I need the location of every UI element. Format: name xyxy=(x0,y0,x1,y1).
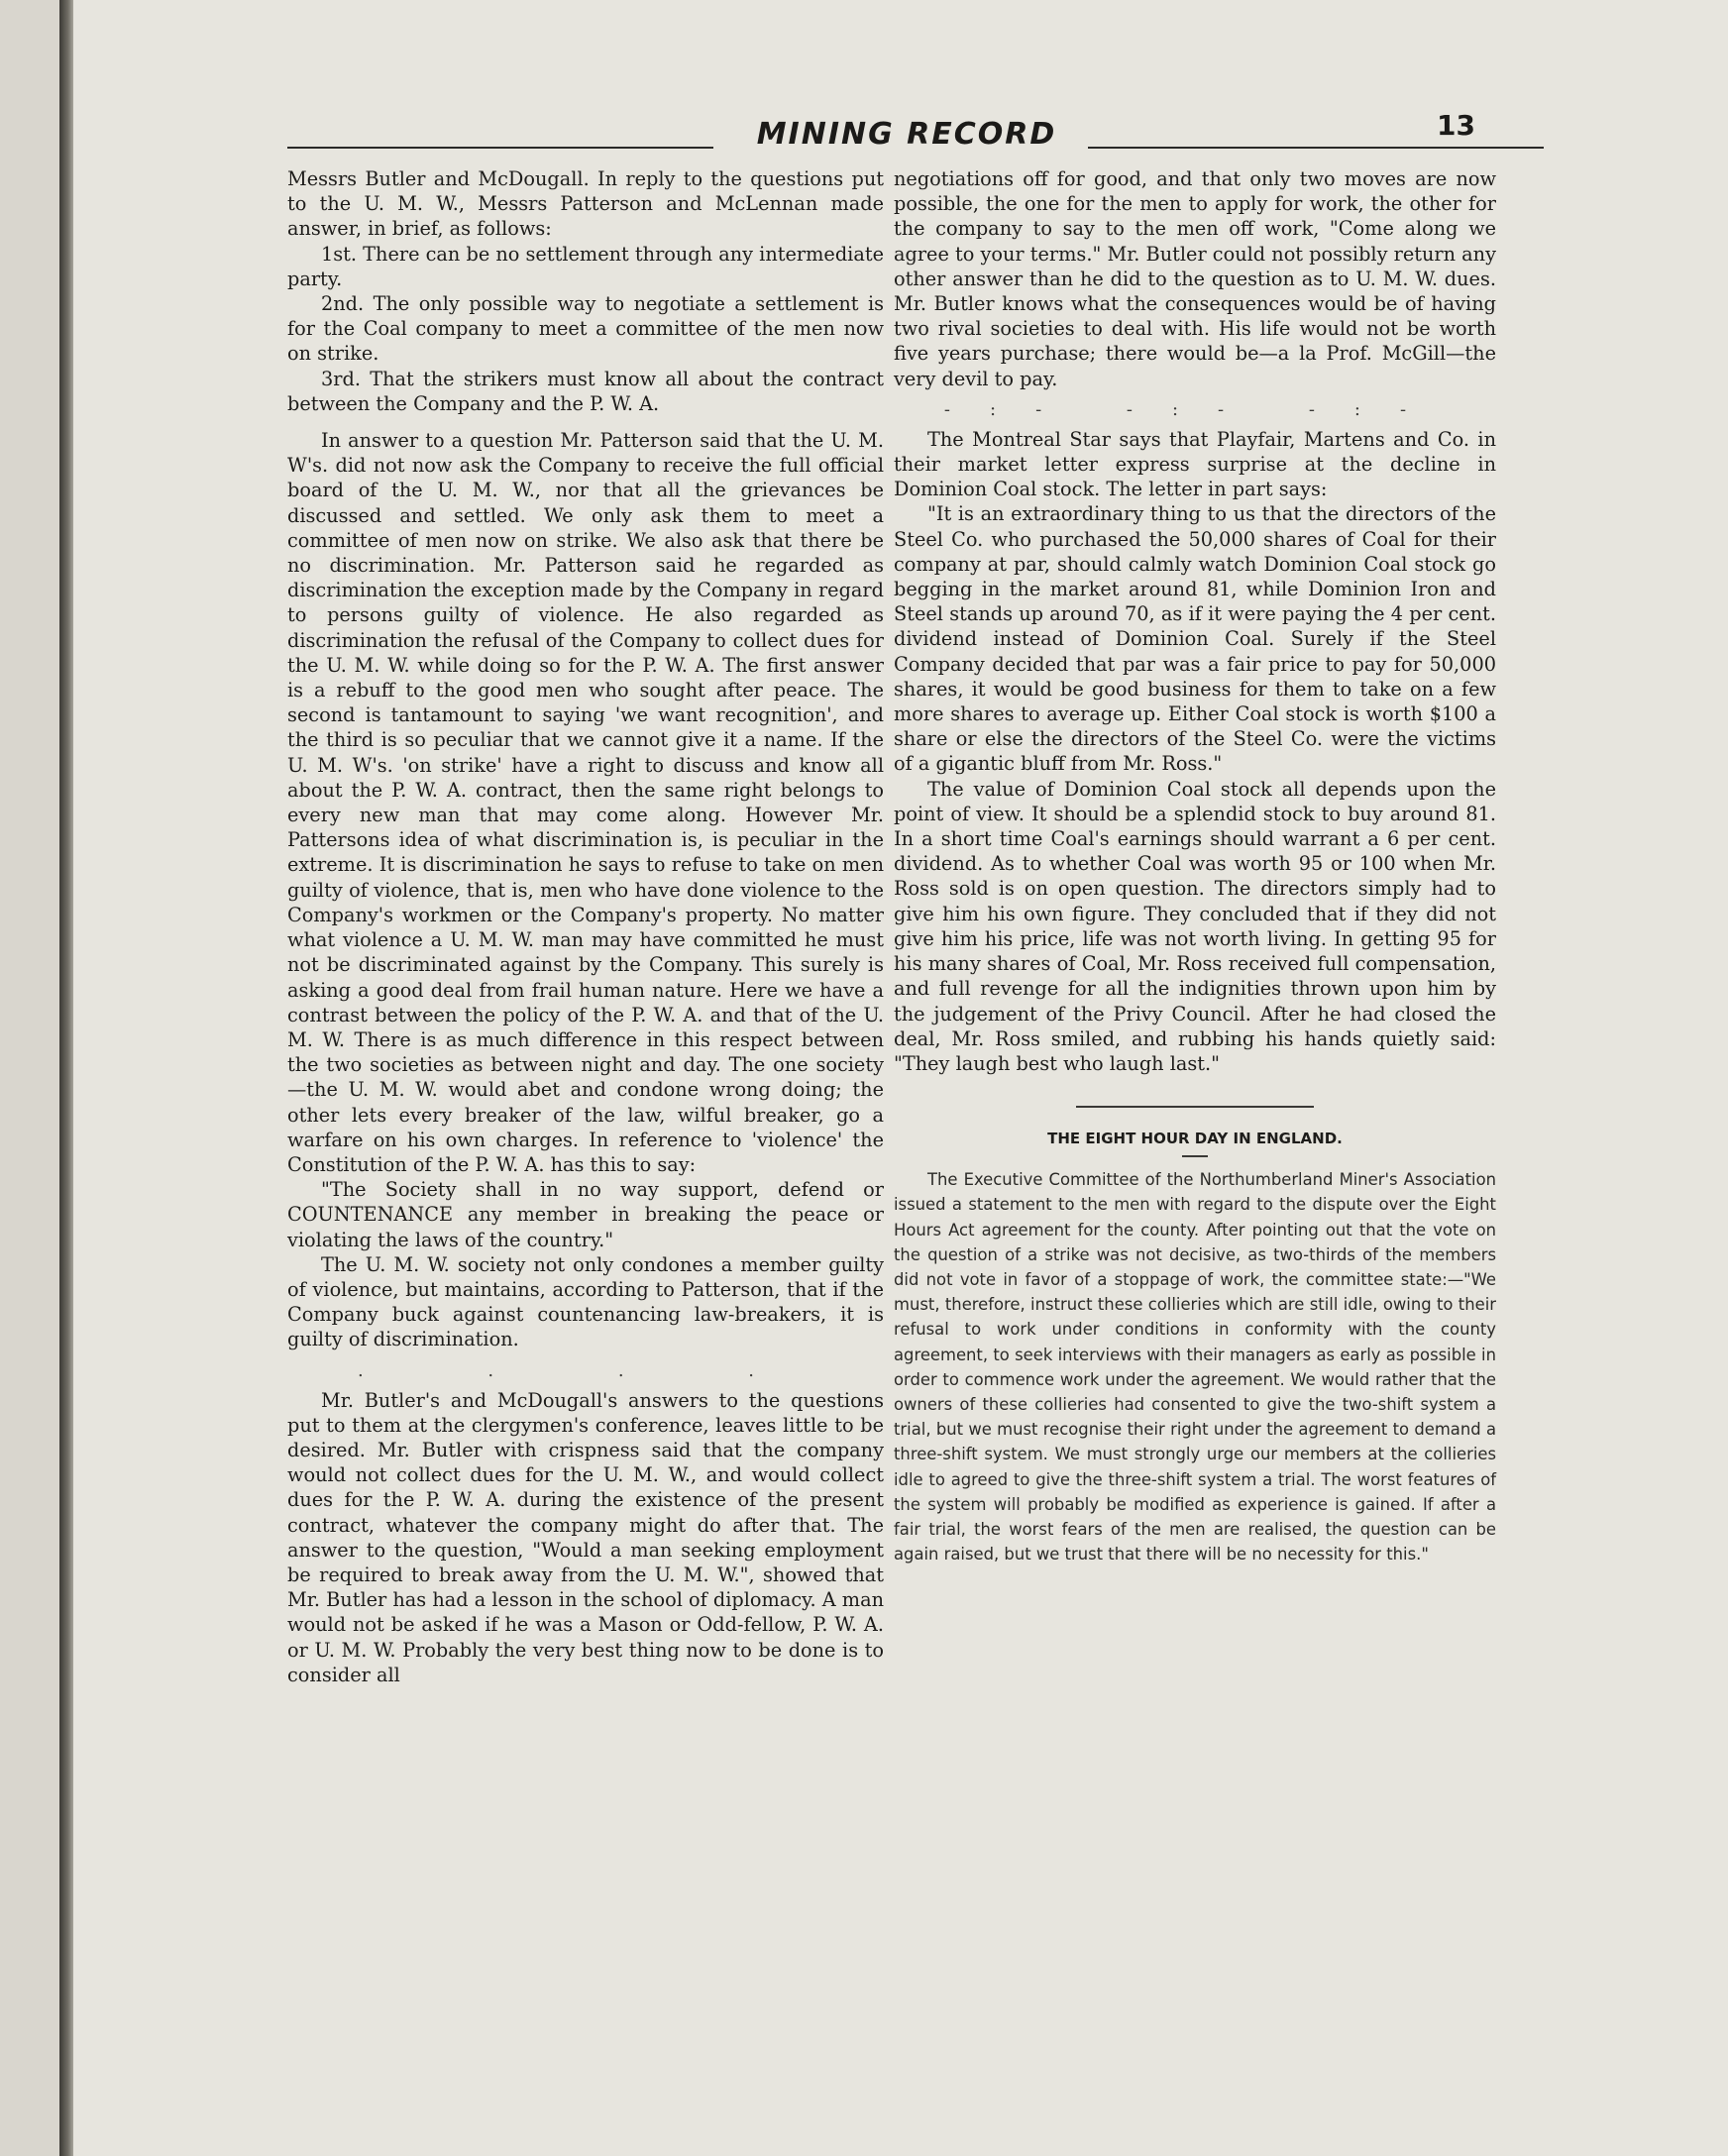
header-rule-right xyxy=(1088,147,1544,149)
quote-paragraph: "It is an extraordinary thing to us that the directors of the Steel Co. who purchased the 50,000 shares of Coal for their company at par, should calmly watch Dominion Coal stock go begging in the market around 81, while Dominion Iron and Steel stands up around 70, as if it were paying the 4 per cent. dividend instead of Dominion Coal. Surely if the Steel Company decided that par was a fair price to pay for 50,000 shares, it would be good business for them to take on a few more shares to average up. Either Coal stock is worth $100 a share or else the directors of the Steel Co. were the victims of a gigantic bluff from Mr. Ross." xyxy=(894,502,1496,776)
header-rule-left xyxy=(287,147,713,149)
section-divider xyxy=(1076,1106,1314,1108)
paragraph: Messrs Butler and McDougall. In reply to the questions put to the U. M. W., Messrs Patterson and McLennan made answer, in brief, as follows: xyxy=(287,167,884,241)
page-header xyxy=(287,111,1544,157)
newspaper-page xyxy=(59,0,1728,2156)
page-binding-edge xyxy=(59,0,73,2156)
quote-paragraph: "The Society shall in no way support, defend or COUNTENANCE any member in breaking the peace or violating the laws of the country." xyxy=(287,1178,884,1251)
page-number: 13 xyxy=(1437,109,1475,142)
paragraph: Mr. Butler's and McDougall's answers to the questions put to them at the clergymen's conference, leaves little to be desired. Mr. Butler with crispness said that the company would not collect dues for the U. M. W., and would collect dues for the P. W. A. during the existence of the present contract, whatever the company might do after that. The answer to the question, "Would a man seeking employment be required to break away from the U. M. W.", showed that Mr. Butler has had a lesson in the school of diplomacy. A man would not be asked if he was a Mason or Odd-fellow, P. W. A. or U. M. W. Probably the very best thing now to be done is to consider all xyxy=(287,1388,884,1686)
left-column xyxy=(287,166,884,1687)
section-body: The Executive Committee of the Northumberland Miner's Association issued a statement to the men with regard to the dispute over the Eight Hours Act agreement for the county. After pointing out that the vote on the question of a strike was not decisive, as two-thirds of the members did not vote in favor of a stoppage of work, the committee state:—"We must, therefore, instruct these collieries which are still idle, owing to their refusal to work under conditions in conformity with the county agreement, to seek interviews with their managers as early as possible in order to commence work under the agreement. We would rather that the owners of these collieries had consented to give the two-shift system a trial, but we must recognise their right under the agreement to demand a three-shift system. We must strongly urge our members at the collieries idle to agreed to give the three-shift system a trial. The worst features of the system will probably be modified as experience is gained. If after a fair trial, the worst fears of the men are realised, the question can be again raised, but we trust that there will be no necessity for this." xyxy=(894,1170,1496,1564)
paragraph: The Montreal Star says that Playfair, Martens and Co. in their market letter express surprise at the decline in Dominion Coal stock. The letter in part says: xyxy=(894,427,1496,501)
paragraph: 3rd. That the strikers must know all about the contract between the Company and the P. W. A. xyxy=(287,367,884,415)
masthead-title: MINING RECORD xyxy=(756,117,1057,152)
section-separator: -:- -:- -:- xyxy=(943,398,1447,420)
paragraph: In answer to a question Mr. Patterson said that the U. M. W's. did not now ask the Company to receive the full official board of the U. M. W., nor that all the grievances be discussed and settled. We only ask them to meet a committee of men now on strike. We also ask that there be no discrimination. Mr. Patterson said he regarded as discrimination the exception made by the Company in regard to persons guilty of violence. He also regarded as discrimination the refusal of the Company to collect dues for the U. M. W. while doing so for the P. W. A. The first answer is a rebuff to the good men who sought after peace. The second is tantamount to saying 'we want recognition', and the third is so peculiar that we cannot give it a name. If the U. M. W's. 'on strike' have a right to discuss and know all about the P. W. A. contract, then the same right belongs to every new man that may come along. However Mr. Pattersons idea of what discrimination is, is peculiar in the extreme. It is discrimination he says to refuse to take on men guilty of violence, that is, men who have done violence to the Company's workmen or the Company's property. No matter what violence a U. M. W. man may have committed he must not be discriminated against by the Company. This surely is asking a good deal from frail human nature. Here we have a contrast between the policy of the P. W. A. and that of the U. M. W. There is as much difference in this respect between the two societies as between night and day. The one society—the U. M. W. would abet and condone wrong doing; the other lets every breaker of the law, wilful breaker, go a warfare on his own charges. In reference to 'violence' the Constitution of the P. W. A. has this to say: xyxy=(287,429,884,1176)
paragraph: negotiations off for good, and that only two moves are now possible, the one for the men to apply for work, the other for the company to say to the men off work, "Come along we agree to your terms." Mr. Butler could not possibly return any other answer than he did to the question as to U. M. W. dues. Mr. Butler knows what the consequences would be of having two rival societies to deal with. His life would not be worth five years purchase; there would be—a la Prof. McGill—the very devil to pay. xyxy=(894,167,1496,390)
paragraph: The value of Dominion Coal stock all depends upon the point of view. It should be a splendid stock to buy around 81. In a short time Coal's earnings should warrant a 6 per cent. dividend. As to whether Coal was worth 95 or 100 when Mr. Ross sold is on open question. The directors simply had to give him his own figure. They concluded that if they did not give him his price, life was not worth living. In getting 95 for his many shares of Coal, Mr. Ross received full compensation, and full revenge for all the indignities thrown upon him by the judgement of the Privy Council. After he had closed the deal, Mr. Ross smiled, and rubbing his hands quietly said: "They laugh best who laugh last." xyxy=(894,777,1496,1075)
paragraph: 1st. There can be no settlement through any intermediate party. xyxy=(287,242,884,290)
section-heading: THE EIGHT HOUR DAY IN ENGLAND. xyxy=(1047,1130,1343,1148)
heading-dash xyxy=(1182,1155,1208,1157)
section-separator: . . . . xyxy=(357,1359,814,1381)
paragraph: 2nd. The only possible way to negotiate a settlement is for the Coal company to meet a committee of the men now on strike. xyxy=(287,292,884,366)
paragraph: The U. M. W. society not only condones a member guilty of violence, but maintains, according to Patterson, that if the Company buck against countenancing law-breakers, it is guilty of discrimination. xyxy=(287,1252,884,1351)
right-column xyxy=(894,166,1496,1566)
